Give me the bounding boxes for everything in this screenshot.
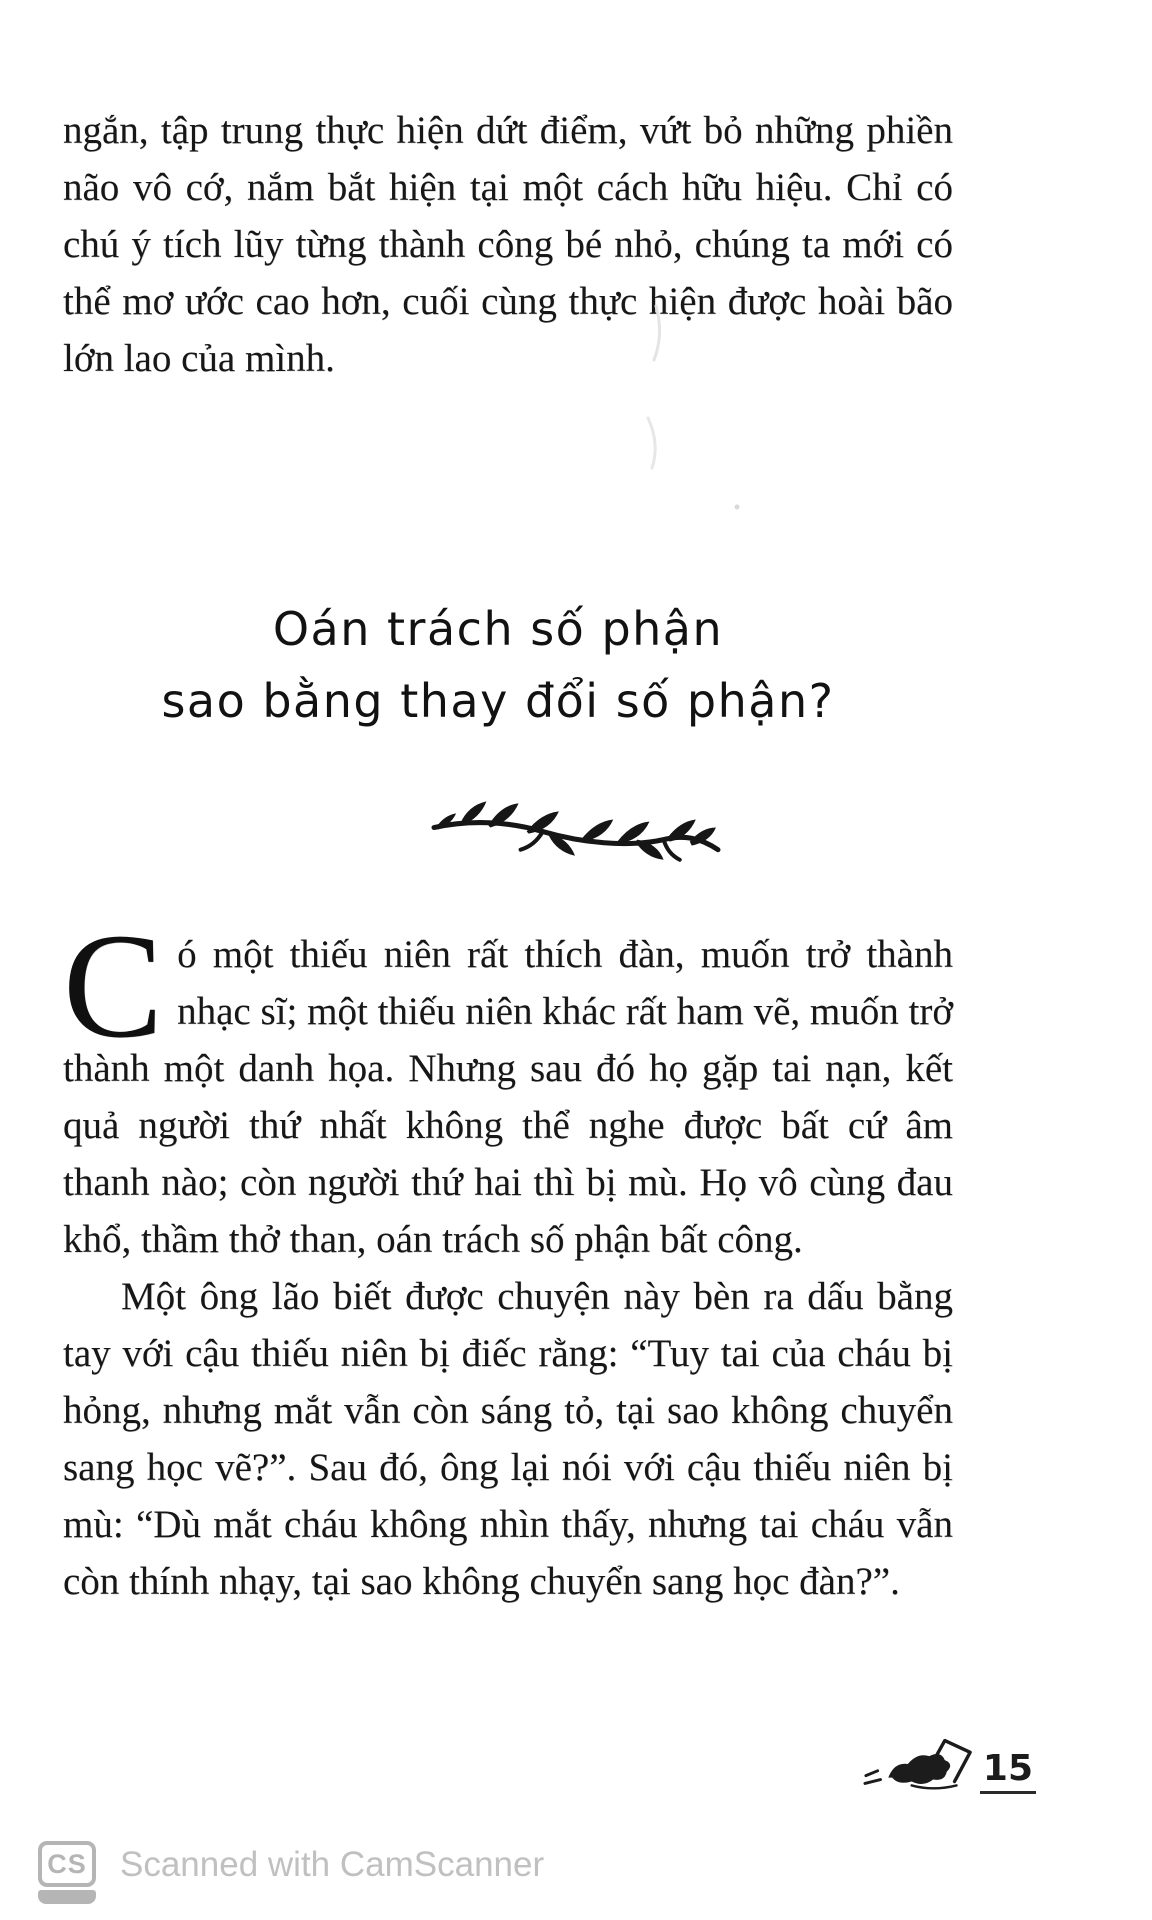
- story-paragraph-2: Một ông lão biết được chuyện này bèn ra dấu bằng tay với cậu thiếu niên bị điếc rằng: “Tuy tai của cháu bị hỏng, nhưng mắt vẫn còn sáng tỏ, tại sao không chuyển sang học vẽ?”. Sau đó, ông lại nói với cậu thiếu niên bị mù: “Dù mắt cháu không nhìn thấy, nhưng tai cháu vẫn còn thính nhạy, tại sao không chuyển sang học đàn?”.: [63, 1275, 953, 1603]
- camscanner-logo-tray: [38, 1890, 96, 1904]
- intro-paragraph: ngắn, tập trung thực hiện dứt điểm, vứt bỏ những phiền não vô cớ, nắm bắt hiện tại một cách hữu hiệu. Chỉ có chú ý tích lũy từng thành công bé nhỏ, chúng ta mới có thể mơ ước cao hơn, cuối cùng thực hiện được hoài bão lớn lao của mình.: [63, 109, 953, 380]
- story-paragraph-1-text: ó một thiếu niên rất thích đàn, muốn trở thành nhạc sĩ; một thiếu niên khác rất ham vẽ, muốn trở thành một danh họa. Nhưng sau đó họ gặp tai nạn, kết quả người thứ nhất không thể nghe được bất cứ âm thanh nào; còn người thứ hai thì bị mù. Họ vô cùng đau khổ, thầm thở than, oán trách số phận bất công.: [63, 933, 953, 1261]
- story-text: [63, 903, 953, 1610]
- camscanner-footer: [38, 1841, 544, 1904]
- story-paragraph-1: [63, 903, 953, 1268]
- ink-doodle-icon: [863, 1732, 975, 1794]
- page-number-block: [863, 1732, 1036, 1794]
- drop-cap: C: [63, 903, 164, 1069]
- camscanner-logo-icon: [38, 1841, 96, 1904]
- chapter-title-line-1: Oán trách số phận: [272, 602, 724, 656]
- camscanner-caption: Scanned with CamScanner: [120, 1845, 545, 1884]
- camscanner-logo-text: CS: [47, 1848, 87, 1879]
- chapter-title: [0, 593, 1074, 737]
- chapter-title-line-2: sao bằng thay đổi số phận?: [161, 674, 835, 728]
- page-number: 15: [980, 1751, 1036, 1794]
- camscanner-logo-box: [38, 1841, 96, 1887]
- divider: [0, 775, 1152, 876]
- branch-flourish-icon: [430, 775, 722, 871]
